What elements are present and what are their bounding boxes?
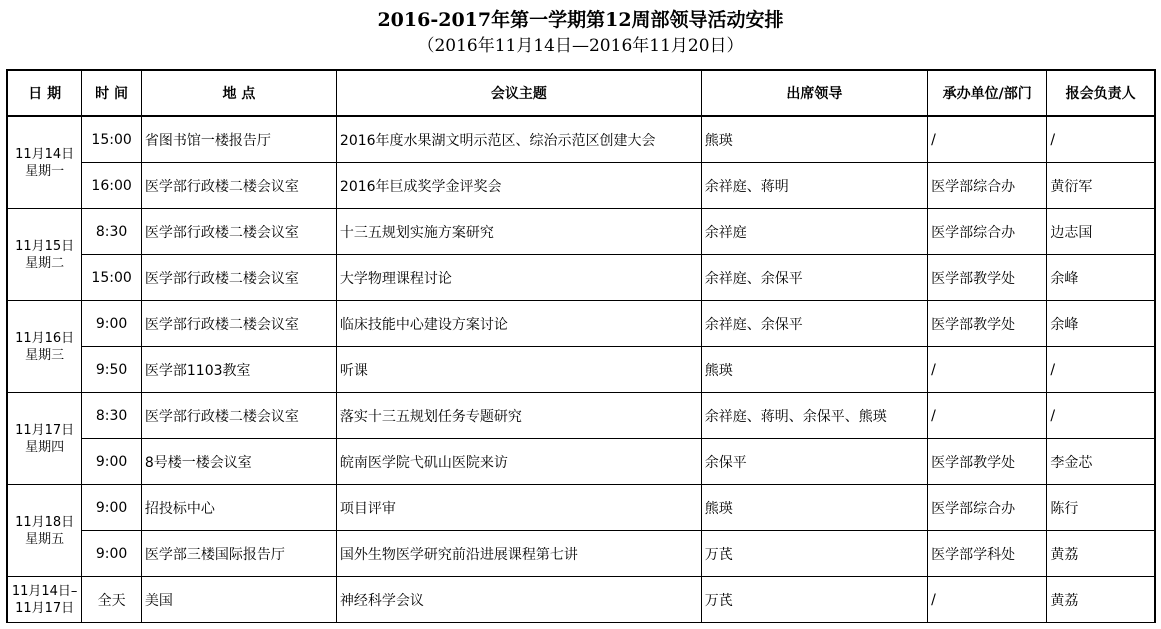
date-cell xyxy=(7,301,82,393)
place-cell: 医学部三楼国际报告厅 xyxy=(141,531,336,577)
topic-cell: 十三五规划实施方案研究 xyxy=(336,209,701,255)
time-cell: 8:30 xyxy=(82,209,142,255)
person-cell: 黄荔 xyxy=(1047,531,1155,577)
date-label: 11月17日 xyxy=(15,422,75,438)
date-cell xyxy=(7,577,82,623)
person-cell: 李金芯 xyxy=(1047,439,1155,485)
table-row xyxy=(7,485,1155,531)
place-cell: 医学部行政楼二楼会议室 xyxy=(141,209,336,255)
topic-cell: 神经科学会议 xyxy=(336,577,701,623)
place-cell: 省图书馆一楼报告厅 xyxy=(141,116,336,163)
date-range-subtitle: （2016年11月14日—2016年11月20日） xyxy=(417,36,744,56)
date-label: 11月18日 xyxy=(15,514,75,530)
place-cell: 医学部1103教室 xyxy=(141,347,336,393)
table-row xyxy=(7,209,1155,255)
topic-cell: 落实十三五规划任务专题研究 xyxy=(336,393,701,439)
time-cell: 9:00 xyxy=(82,531,142,577)
unit-cell: 医学部教学处 xyxy=(928,301,1047,347)
unit-cell: 医学部综合办 xyxy=(928,485,1047,531)
date-label: 11月16日 xyxy=(15,330,75,346)
table-row xyxy=(7,439,1155,485)
leaders-cell: 余祥庭、蒋明、余保平、熊瑛 xyxy=(701,393,927,439)
schedule-table xyxy=(6,69,1156,623)
table-header-row xyxy=(7,70,1155,116)
weekday-label: 星期一 xyxy=(25,163,65,179)
time-cell: 9:50 xyxy=(82,347,142,393)
time-cell: 8:30 xyxy=(82,393,142,439)
person-cell: 黄荔 xyxy=(1047,577,1155,623)
person-cell: / xyxy=(1047,393,1155,439)
weekday-label: 星期四 xyxy=(25,439,65,455)
date-cell xyxy=(7,209,82,301)
leaders-cell: 熊瑛 xyxy=(701,485,927,531)
unit-cell: 医学部教学处 xyxy=(928,255,1047,301)
date-cell xyxy=(7,116,82,209)
time-cell: 全天 xyxy=(82,577,142,623)
time-cell: 9:00 xyxy=(82,439,142,485)
leaders-cell: 余祥庭 xyxy=(701,209,927,255)
column-header-time: 时 间 xyxy=(82,70,142,116)
leaders-cell: 余保平 xyxy=(701,439,927,485)
table-row xyxy=(7,347,1155,393)
table-row xyxy=(7,116,1155,163)
table-row xyxy=(7,301,1155,347)
person-cell: / xyxy=(1047,116,1155,163)
weekday-label: 星期三 xyxy=(25,347,65,363)
table-row xyxy=(7,577,1155,623)
leaders-cell: 熊瑛 xyxy=(701,347,927,393)
time-cell: 16:00 xyxy=(82,163,142,209)
person-cell: 余峰 xyxy=(1047,301,1155,347)
topic-cell: 临床技能中心建设方案讨论 xyxy=(336,301,701,347)
table-row xyxy=(7,393,1155,439)
weekday-label: 星期二 xyxy=(25,255,65,271)
person-cell: 边志国 xyxy=(1047,209,1155,255)
topic-cell: 大学物理课程讨论 xyxy=(336,255,701,301)
unit-cell: 医学部教学处 xyxy=(928,439,1047,485)
leaders-cell: 万芪 xyxy=(701,531,927,577)
unit-cell: / xyxy=(928,116,1047,163)
date-label: 11月15日 xyxy=(15,238,75,254)
page-title: 2016-2017年第一学期第12周部领导活动安排 xyxy=(377,9,784,31)
topic-cell: 2016年度水果湖文明示范区、综治示范区创建大会 xyxy=(336,116,701,163)
topic-cell: 2016年巨成奖学金评奖会 xyxy=(336,163,701,209)
person-cell: 余峰 xyxy=(1047,255,1155,301)
unit-cell: / xyxy=(928,393,1047,439)
column-header-topic: 会议主题 xyxy=(336,70,701,116)
place-cell: 招投标中心 xyxy=(141,485,336,531)
leaders-cell: 余祥庭、余保平 xyxy=(701,255,927,301)
person-cell: 黄衍军 xyxy=(1047,163,1155,209)
place-cell: 医学部行政楼二楼会议室 xyxy=(141,301,336,347)
date-range-end-label: 11月17日 xyxy=(15,600,75,616)
time-cell: 9:00 xyxy=(82,485,142,531)
unit-cell: 医学部学科处 xyxy=(928,531,1047,577)
unit-cell: 医学部综合办 xyxy=(928,163,1047,209)
date-label: 11月14日 xyxy=(15,146,75,162)
time-cell: 15:00 xyxy=(82,255,142,301)
leaders-cell: 余祥庭、余保平 xyxy=(701,301,927,347)
unit-cell: / xyxy=(928,347,1047,393)
place-cell: 医学部行政楼二楼会议室 xyxy=(141,393,336,439)
time-cell: 15:00 xyxy=(82,116,142,163)
place-cell: 医学部行政楼二楼会议室 xyxy=(141,163,336,209)
table-row xyxy=(7,255,1155,301)
place-cell: 8号楼一楼会议室 xyxy=(141,439,336,485)
person-cell: 陈行 xyxy=(1047,485,1155,531)
table-row xyxy=(7,163,1155,209)
topic-cell: 皖南医学院弋矶山医院来访 xyxy=(336,439,701,485)
place-cell: 美国 xyxy=(141,577,336,623)
date-cell xyxy=(7,485,82,577)
topic-cell: 国外生物医学研究前沿进展课程第七讲 xyxy=(336,531,701,577)
date-label: 11月14日– xyxy=(11,583,78,599)
leaders-cell: 熊瑛 xyxy=(701,116,927,163)
leaders-cell: 余祥庭、蒋明 xyxy=(701,163,927,209)
leaders-cell: 万芪 xyxy=(701,577,927,623)
column-header-date: 日 期 xyxy=(7,70,82,116)
table-row xyxy=(7,531,1155,577)
topic-cell: 听课 xyxy=(336,347,701,393)
column-header-place: 地 点 xyxy=(141,70,336,116)
weekday-label: 星期五 xyxy=(25,531,65,547)
date-cell xyxy=(7,393,82,485)
person-cell: / xyxy=(1047,347,1155,393)
time-cell: 9:00 xyxy=(82,301,142,347)
unit-cell: 医学部综合办 xyxy=(928,209,1047,255)
unit-cell: / xyxy=(928,577,1047,623)
column-header-unit: 承办单位/部门 xyxy=(928,70,1047,116)
column-header-person: 报会负责人 xyxy=(1047,70,1155,116)
place-cell: 医学部行政楼二楼会议室 xyxy=(141,255,336,301)
column-header-leaders: 出席领导 xyxy=(701,70,927,116)
topic-cell: 项目评审 xyxy=(336,485,701,531)
